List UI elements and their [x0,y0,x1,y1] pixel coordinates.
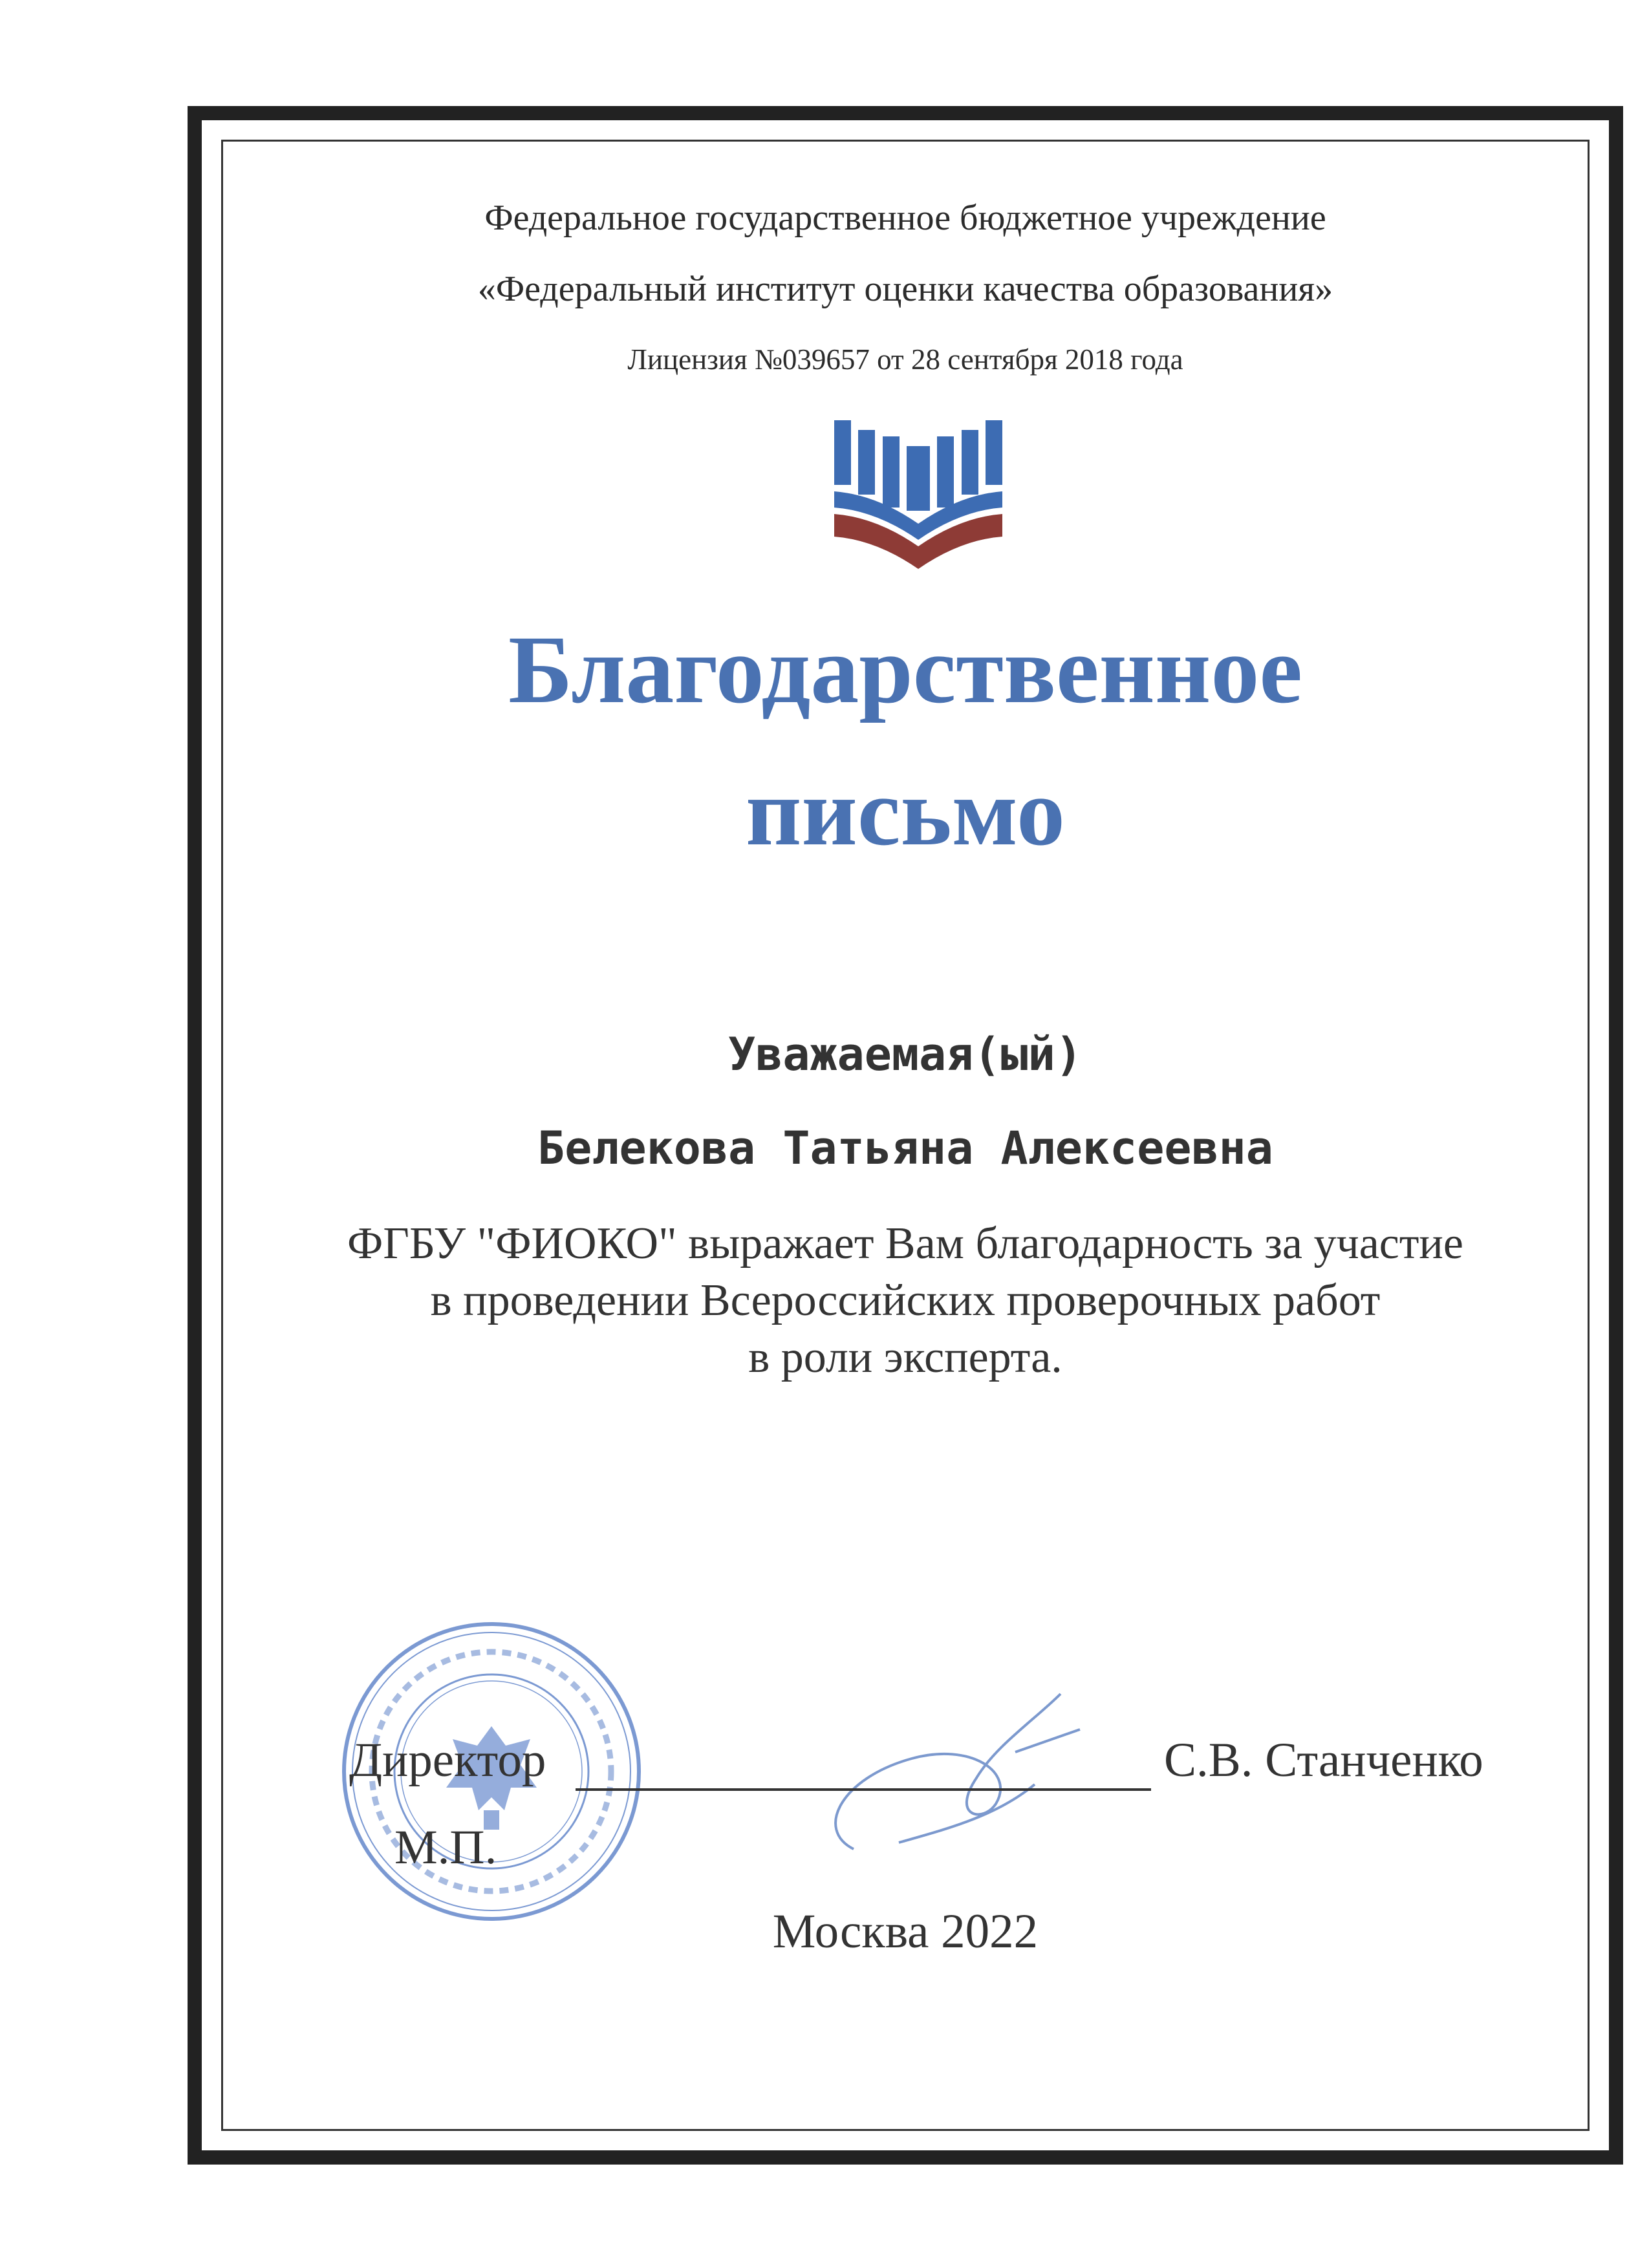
gratitude-text [188,1215,1623,1386]
director-name: С.В. Станченко [1164,1733,1483,1787]
recipient-name: Белекова Татьяна Алексеевна [537,1122,1273,1175]
license-info: Лицензия №039657 от 28 сентября 2018 года [627,343,1183,376]
stamp-place-label: М.П. [394,1821,497,1874]
greeting: Уважаемая(ый) [728,1028,1083,1081]
gratitude-line-3: в роли эксперта. [748,1332,1062,1382]
institution-name: «Федеральный институт оценки качества образования» [477,269,1333,309]
director-label: Директор [349,1733,546,1787]
gratitude-line-2: в проведении Всероссийских проверочных работ [430,1276,1381,1325]
city-year: Москва 2022 [772,1905,1039,1958]
signature-icon [802,1668,1138,1862]
institution-type: Федеральное государственное бюджетное учреждение [484,198,1326,238]
document-title-line2: письмо [746,758,1065,866]
gratitude-line-1: ФГБУ "ФИОКО" выражает Вам благодарность за участие [347,1219,1463,1268]
signature-line [576,1788,1151,1791]
document-title-line1: Благодарственное [508,616,1302,723]
fioko-logo-icon [831,417,1006,572]
